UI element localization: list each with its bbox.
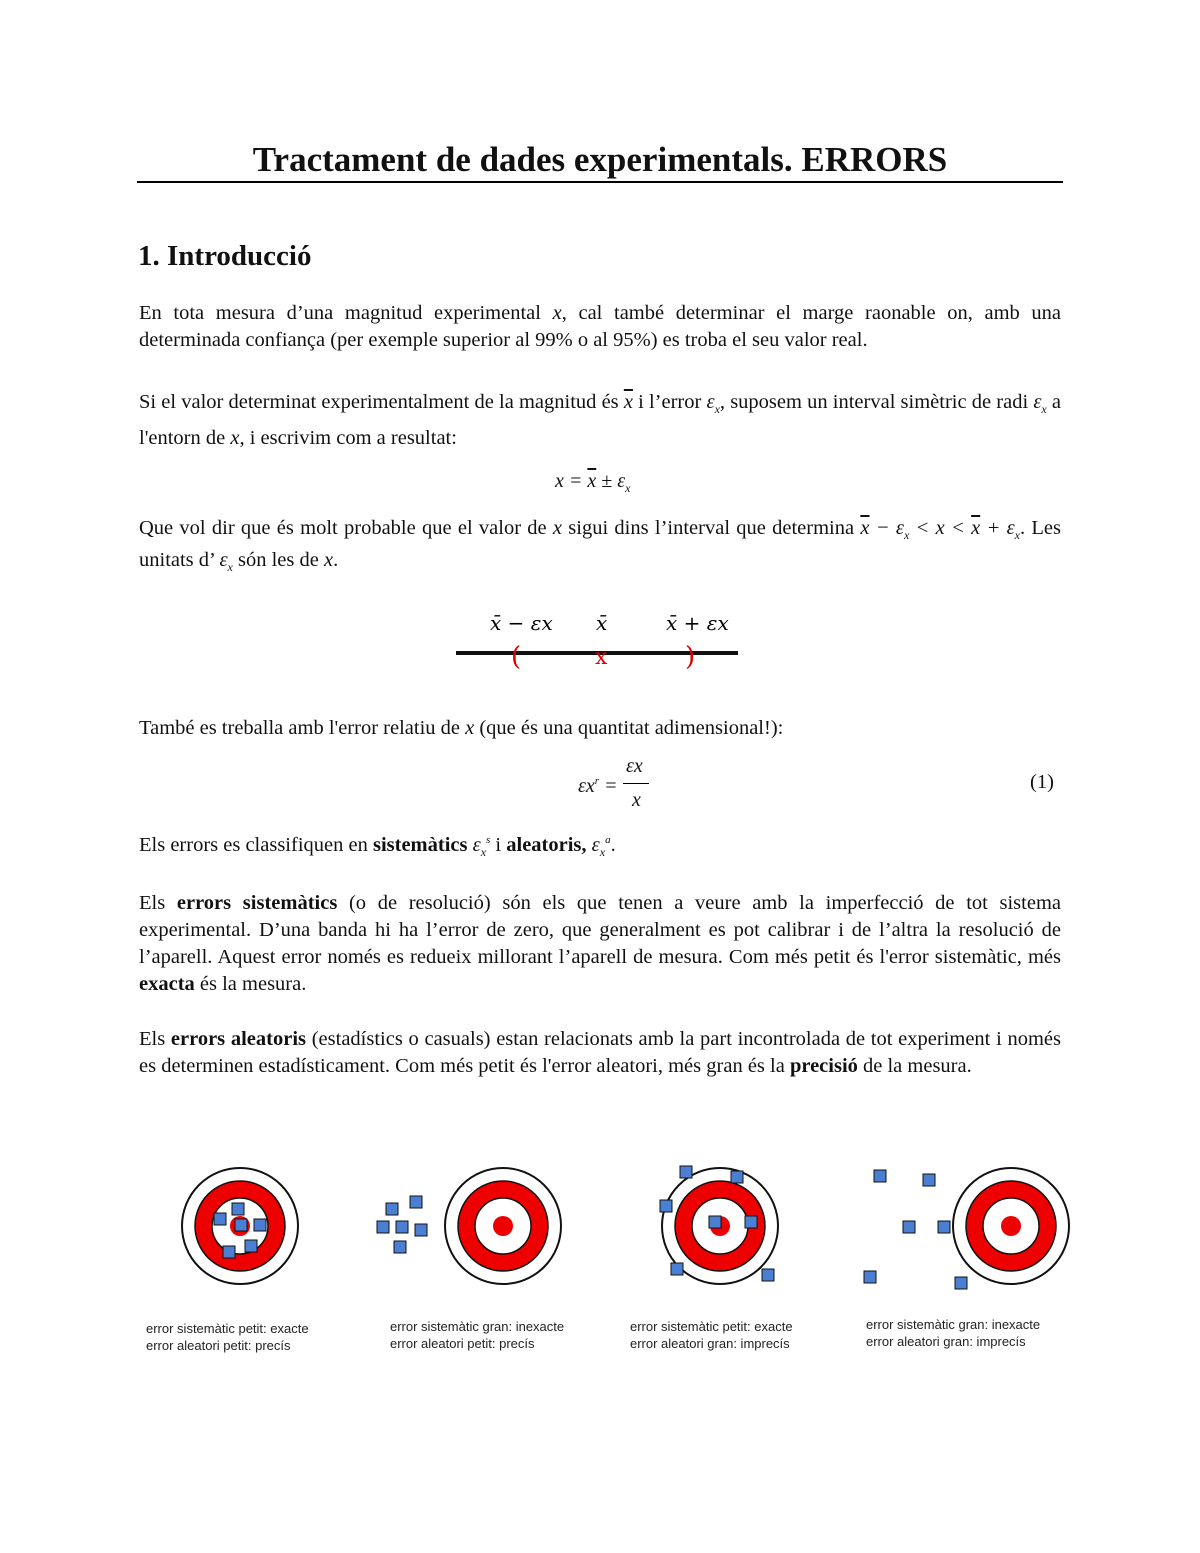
- marker: [410, 1196, 422, 1208]
- paragraph-classification: Els errors es classifiquen en sistemàtics $\varepsilon_x^s$ i aleatoris, $\varepsilon_x^a$.: [139, 834, 616, 859]
- paragraph-interval: Si el valor determinat experimentalment de la magnitud és $\overline{x}$ i l’error $\varepsilon_x$, suposem un interval simètric de radi $\varepsilon_x$ a l'entorn de x, i escrivim com a resultat:: [139, 391, 1062, 449]
- caption-target-2: error sistemàtic gran: inexacte error aleatori petit: precís: [390, 1319, 565, 1351]
- marker: [731, 1171, 743, 1183]
- marker: [955, 1277, 967, 1289]
- marker: [396, 1221, 408, 1233]
- interval-open-paren: (: [511, 642, 522, 672]
- section-heading: 1. Introducció: [138, 240, 312, 272]
- paragraph-probable: Que vol dir que és molt probable que el valor de x sigui dins l’interval que determina $\overline{x} - \varepsilon_x < x < \overline{x} + \varepsilon_x$. Les unitats d’ $\varepsilon_x$ són les de x.: [139, 517, 1061, 574]
- interval-label-right: x̄ + εx: [666, 611, 729, 635]
- inequality: $\overline{x} - \varepsilon_x < x < \overline{x} + \varepsilon_x$: [860, 517, 1020, 542]
- interval-label-left: x̄ − εx: [490, 611, 553, 635]
- marker: [864, 1271, 876, 1283]
- marker: [745, 1216, 757, 1228]
- marker: [214, 1213, 226, 1225]
- target-1: [182, 1168, 298, 1284]
- marker: [232, 1203, 244, 1215]
- marker: [254, 1219, 266, 1231]
- interval-close-paren: ): [685, 642, 696, 672]
- marker: [415, 1224, 427, 1236]
- paragraph-relative-error: També es treballa amb l'error relatiu de x (que és una quantitat adimensional!):: [139, 717, 784, 739]
- paragraph-random: Els errors aleatoris (estadístics o casuals) estan relacionats amb la part incontrolada de tot experiment i només es determinen estadísticament. Com més petit és l'error aleatori, més gran és la precisió de la mesura.: [139, 1028, 1061, 1077]
- target-4: [864, 1168, 1069, 1289]
- caption-target-1: error sistemàtic petit: exacte error aleatori petit: precís: [146, 1321, 309, 1353]
- caption-target-3: error sistemàtic petit: exacte error aleatori gran: imprecís: [630, 1319, 793, 1351]
- marker: [671, 1263, 683, 1275]
- target-2: [377, 1168, 561, 1284]
- marker: [680, 1166, 692, 1178]
- paragraph-intro: En tota mesura d’una magnitud experimental x, cal també determinar el marge raonable on, amb una determinada confiança (per exemple superior al 99% o al 95%) es troba el seu valor real.: [139, 302, 1062, 351]
- equation-number: (1): [1030, 771, 1054, 793]
- targets-illustration: [0, 1150, 1200, 1300]
- marker: [709, 1216, 721, 1228]
- marker: [377, 1221, 389, 1233]
- marker: [386, 1203, 398, 1215]
- interval-diagram: [440, 600, 760, 690]
- marker: [923, 1174, 935, 1186]
- fraction-bar: [623, 783, 649, 784]
- marker: [223, 1246, 235, 1258]
- paragraph-systematic: Els errors sistemàtics (o de resolució) són els que tenen a veure amb la imperfecció de tot sistema experimental. D’una banda hi ha l’error de zero, que generalment es pot calibrar i de l’altra la resolució de l’aparell. Aquest error només es redueix millorant l’aparell de mesura. Com més petit és l'error sistemàtic, més exacta és la mesura.: [139, 892, 1061, 995]
- marker: [660, 1200, 672, 1212]
- marker: [394, 1241, 406, 1253]
- marker: [245, 1240, 257, 1252]
- target-3: [660, 1166, 778, 1284]
- interval-cross-mark: x: [595, 645, 608, 670]
- marker: [235, 1219, 247, 1231]
- title-underline: [137, 181, 1063, 183]
- marker: [938, 1221, 950, 1233]
- caption-target-4: error sistemàtic gran: inexacte error aleatori gran: imprecís: [866, 1317, 1041, 1349]
- interval-label-mid: x̄: [596, 611, 608, 635]
- page-title: Tractament de dades experimentals. ERRORS: [252, 140, 948, 179]
- marker: [762, 1269, 774, 1281]
- marker: [903, 1221, 915, 1233]
- equation-result: $x = \overline{x} \pm \varepsilon_x$: [555, 470, 631, 495]
- marker: [874, 1170, 886, 1182]
